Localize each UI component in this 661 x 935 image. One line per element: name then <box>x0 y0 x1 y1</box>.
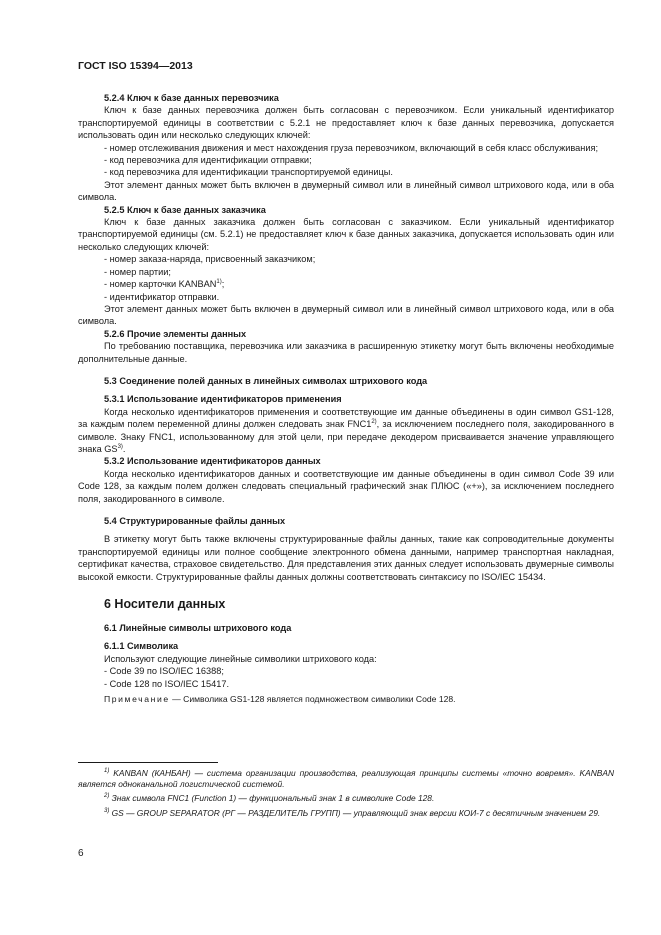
footnote <box>78 768 614 790</box>
list-item: - код перевозчика для идентификации транспортируемой единицы. <box>104 167 393 178</box>
document-header: ГОСТ ISO 15394—2013 <box>78 60 193 72</box>
list-item <box>78 278 614 290</box>
note-label: Примечание <box>104 694 170 705</box>
section-5-3-2-title: 5.3.2 Использование идентификаторов данных <box>104 456 321 467</box>
paragraph: Этот элемент данных может быть включен в двумерный символ или в линейный символ штрихового кода, или в оба символа. <box>78 303 614 327</box>
list-item: - номер заказа-наряда, присвоенный заказчиком; <box>104 254 316 265</box>
page-number: 6 <box>78 848 84 859</box>
list-item: - Code 39 по ISO/IEC 16388; <box>104 666 224 677</box>
footnote-ref[interactable]: 1) <box>216 279 222 286</box>
section-6-1-title: 6.1 Линейные символы штрихового кода <box>104 623 292 634</box>
footnote-divider <box>78 762 218 763</box>
footnote-text: Знак символа FNC1 (Function 1) — функциональный знак 1 в символике Code 128. <box>109 793 435 804</box>
section-5-2-4-title: 5.2.4 Ключ к базе данных перевозчика <box>104 93 279 103</box>
paragraph: В этикетку могут быть также включены структурированные файлы данных, такие как сопроводительные документы транспортируемой единицы или полное сообщение электронного обмена данными, например транспортная накладная, сертификат качества, страховое свидетельство. Для представления этих данных следует использовать двумерные символы высокой емкости. Структурированные файлы данных должны соответствовать синтаксису по ISO/IEC 15434. <box>78 534 614 582</box>
footnote-number: 1) <box>104 768 110 775</box>
section-6-1-1-title: 6.1.1 Символика <box>104 641 179 652</box>
paragraph: Когда несколько идентификаторов данных и соответствующие им данные объединены в один символ Code 39 или Code 128, за каждым полем должен следовать специальный графический знак ПЛЮС («+»), за исключением последнего поля, закодированного в символе. <box>78 468 614 504</box>
footnote <box>78 793 614 804</box>
paragraph: Ключ к базе данных заказчика должен быть согласован с заказчиком. Если уникальный идентификатор транспортируемой единицы (см. 5.2.1) не предоставляет ключ к базе данных заказчика, допускается использовать один или несколько следующих ключей: <box>78 217 614 252</box>
footnote-number: 3) <box>104 807 110 814</box>
punct: ; <box>221 279 225 290</box>
footnote-text: KANBAN (КАНБАН) — система организации производства, реализующая принципы системы «точно вовремя». KANBAN является одноканальной логистической системой. <box>78 768 614 790</box>
paragraph <box>78 406 614 456</box>
footnote-ref[interactable]: 3) <box>117 443 123 450</box>
list-item-text: - номер карточки KANBAN <box>104 279 217 290</box>
section-6-title: 6 Носители данных <box>104 597 226 612</box>
note-text: — Символика GS1-128 является подмножеством символики Code 128. <box>169 694 456 705</box>
section-5-3-1-title: 5.3.1 Использование идентификаторов применения <box>104 394 342 405</box>
note <box>78 693 614 705</box>
paragraph: По требованию поставщика, перевозчика или заказчика в расширенную этикетку могут быть включены необходимые дополнительные данные. <box>78 341 614 364</box>
section-5-3-title: 5.3 Соединение полей данных в линейных символах штрихового кода <box>104 375 428 386</box>
section-5-2-5-title: 5.2.5 Ключ к базе данных заказчика <box>104 204 266 215</box>
footnote-ref[interactable]: 2) <box>371 419 377 426</box>
text: Когда несколько идентификаторов применения и соответствующие им данные объединены в один символ GS1-128, за каждым полем переменной длины должен следовать знак FNC1 <box>78 406 614 430</box>
text: , за исключением последнего поля, закодированного в символе. Знаку FNC1, использованному для этой цели, при передаче декодером присваивается значение управляющего знака GS <box>78 419 614 454</box>
footnote-number: 2) <box>104 793 110 800</box>
list-item: - номер отслеживания движения и мест нахождения груза перевозчиком, включающий в себя класс обслуживания; <box>104 142 598 153</box>
section-5-2-6-title: 5.2.6 Прочие элементы данных <box>104 328 247 339</box>
paragraph: Используют следующие линейные символики штрихового кода: <box>104 653 377 664</box>
section-5-4-title: 5.4 Структурированные файлы данных <box>104 516 286 526</box>
footnote-text: GS — GROUP SEPARATOR (РГ — РАЗДЕЛИТЕЛЬ ГРУПП) — управляющий знак версии КОИ-7 с десятичным значением 29. <box>109 807 601 818</box>
paragraph: Ключ к базе данных перевозчика должен быть согласован с перевозчиком. Если уникальный идентификатор транспортируемой единицы в соответствии с 5.2.1 не предоставляет ключ к базе данных перевозчика, допускается использовать один или несколько следующих ключей: <box>78 105 614 141</box>
list-item: - номер партии; <box>104 266 171 277</box>
text: . <box>122 443 126 454</box>
paragraph: Этот элемент данных может быть включен в двумерный символ или в линейный символ штрихового кода, или в оба символа. <box>78 179 614 203</box>
document-page <box>78 60 614 705</box>
footnotes <box>78 768 614 822</box>
list-item: - Code 128 по ISO/IEC 15417. <box>104 678 229 689</box>
list-item: - код перевозчика для идентификации отправки; <box>104 155 312 166</box>
footnote <box>78 808 614 819</box>
list-item: - идентификатор отправки. <box>104 291 220 302</box>
